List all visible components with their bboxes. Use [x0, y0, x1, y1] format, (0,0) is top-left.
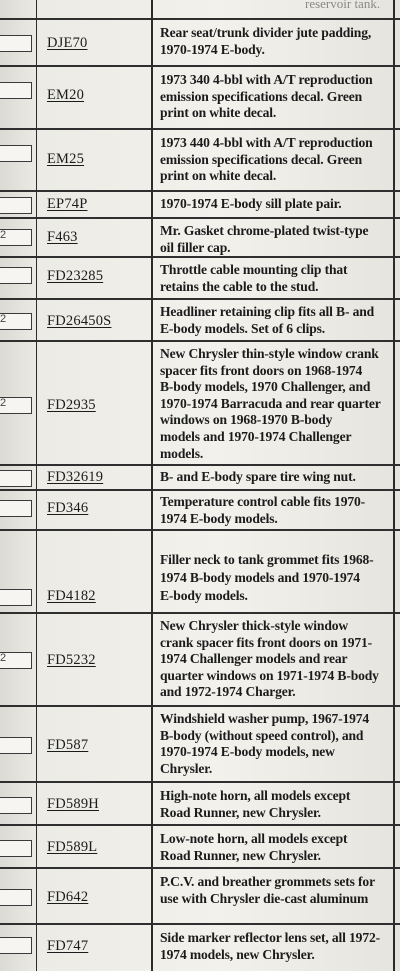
table-row	[0, 217, 400, 256]
part-description: High-note horn, all models except Road Runner, new Chrysler.	[160, 788, 351, 820]
quantity-box[interactable]	[0, 737, 32, 754]
part-number-link[interactable]: FD4182	[47, 588, 96, 604]
quantity-box[interactable]	[0, 589, 32, 606]
quantity-box[interactable]	[0, 840, 32, 857]
part-description: B- and E-body spare tire wing nut.	[160, 469, 356, 484]
part-number-link[interactable]: FD589L	[47, 839, 98, 855]
quantity-mark: 2	[0, 313, 7, 325]
part-number-link[interactable]: FD23285	[47, 268, 104, 284]
table-row	[0, 705, 400, 781]
part-number-link[interactable]: FD5232	[47, 652, 96, 668]
quantity-box[interactable]	[0, 82, 32, 99]
part-description: Mr. Gasket chrome-plated twist-type oil filler cap.	[160, 223, 369, 255]
part-description: 1970-1974 E-body sill plate pair.	[160, 196, 342, 211]
table-row	[0, 464, 400, 489]
table-row	[0, 489, 400, 529]
part-description: Headliner retaining clip fits all B- and E-body models. Set of 6 clips.	[160, 304, 375, 336]
table-row	[0, 65, 400, 128]
part-number-link[interactable]: EM20	[47, 87, 85, 103]
quantity-box[interactable]	[0, 797, 32, 814]
table-row	[0, 128, 400, 190]
previous-row-text: reservoir tank.	[305, 0, 381, 11]
table-row	[0, 923, 400, 965]
table-row	[0, 781, 400, 824]
quantity-column-divider	[36, 0, 37, 971]
table-row	[0, 190, 400, 217]
part-description: Windshield washer pump, 1967-1974 B-body (without speed control), and 1970-1974 E-body models, new Chrysler.	[160, 711, 370, 776]
parts-table	[0, 18, 400, 965]
table-row	[0, 867, 400, 923]
part-description: Temperature control cable fits 1970- 1974 E-body models.	[160, 494, 366, 526]
quantity-box[interactable]	[0, 197, 32, 214]
part-description: Rear seat/trunk divider jute padding, 1970-1974 E-body.	[160, 25, 372, 57]
part-description: 1973 440 4-bbl with A/T reproduction emission specifications decal. Green print on white decal.	[160, 135, 373, 184]
quantity-box[interactable]	[0, 470, 32, 487]
part-column-divider	[151, 0, 153, 971]
quantity-box[interactable]	[0, 145, 32, 162]
quantity-box[interactable]	[0, 35, 32, 52]
quantity-mark: 2	[0, 229, 7, 241]
quantity-mark: 2	[0, 652, 7, 664]
part-number-link[interactable]: FD587	[47, 737, 89, 753]
part-number-link[interactable]: FD747	[47, 938, 89, 954]
table-row	[0, 18, 400, 65]
part-description: Side marker reflector lens set, all 1972- 1974 models, new Chrysler.	[160, 930, 380, 962]
quantity-mark: 2	[0, 397, 7, 409]
part-description: P.C.V. and breather grommets sets for use with Chrysler die-cast aluminum	[160, 874, 375, 906]
part-number-link[interactable]: FD589H	[47, 796, 99, 812]
quantity-box[interactable]	[0, 500, 32, 517]
previous-row-fragment	[0, 0, 400, 18]
table-row	[0, 824, 400, 867]
part-number-link[interactable]: F463	[47, 229, 78, 245]
part-number-link[interactable]: EP74P	[47, 196, 88, 212]
table-right-border	[393, 0, 395, 971]
quantity-box[interactable]	[0, 937, 32, 954]
part-number-link[interactable]: FD2935	[47, 397, 96, 413]
part-number-link[interactable]: FD642	[47, 889, 89, 905]
part-number-link[interactable]: EM25	[47, 151, 85, 167]
part-description: Throttle cable mounting clip that retains the cable to the stud.	[160, 262, 348, 294]
quantity-box[interactable]	[0, 889, 32, 906]
part-number-link[interactable]: FD32619	[47, 469, 104, 485]
table-row	[0, 298, 400, 340]
quantity-box[interactable]	[0, 267, 32, 284]
table-row	[0, 529, 400, 612]
part-number-link[interactable]: DJE70	[47, 35, 88, 51]
part-number-link[interactable]: FD26450S	[47, 313, 112, 329]
part-description: Filler neck to tank grommet fits 1968- 1974 B-body models and 1970-1974 E-body models.	[160, 552, 374, 603]
part-description: New Chrysler thin-style window crank spacer fits front doors on 1968-1974 B-body models, 1970 Challenger, and 1970-1974 Barracuda and rear quarter windows on 1968-1970 B-body models and 1970-1974 Challenger models.	[160, 346, 381, 461]
part-description: Low-note horn, all models except Road Runner, new Chrysler.	[160, 831, 348, 863]
part-description: 1973 340 4-bbl with A/T reproduction emission specifications decal. Green print on white decal.	[160, 72, 373, 121]
table-row	[0, 256, 400, 298]
table-row	[0, 612, 400, 705]
table-row	[0, 340, 400, 464]
part-description: New Chrysler thick-style window crank spacer fits front doors on 1971- 1974 Challenger models and rear quarter windows on 1971-1974 B-body and 1972-1974 Charger.	[160, 618, 379, 700]
part-number-link[interactable]: FD346	[47, 500, 89, 516]
